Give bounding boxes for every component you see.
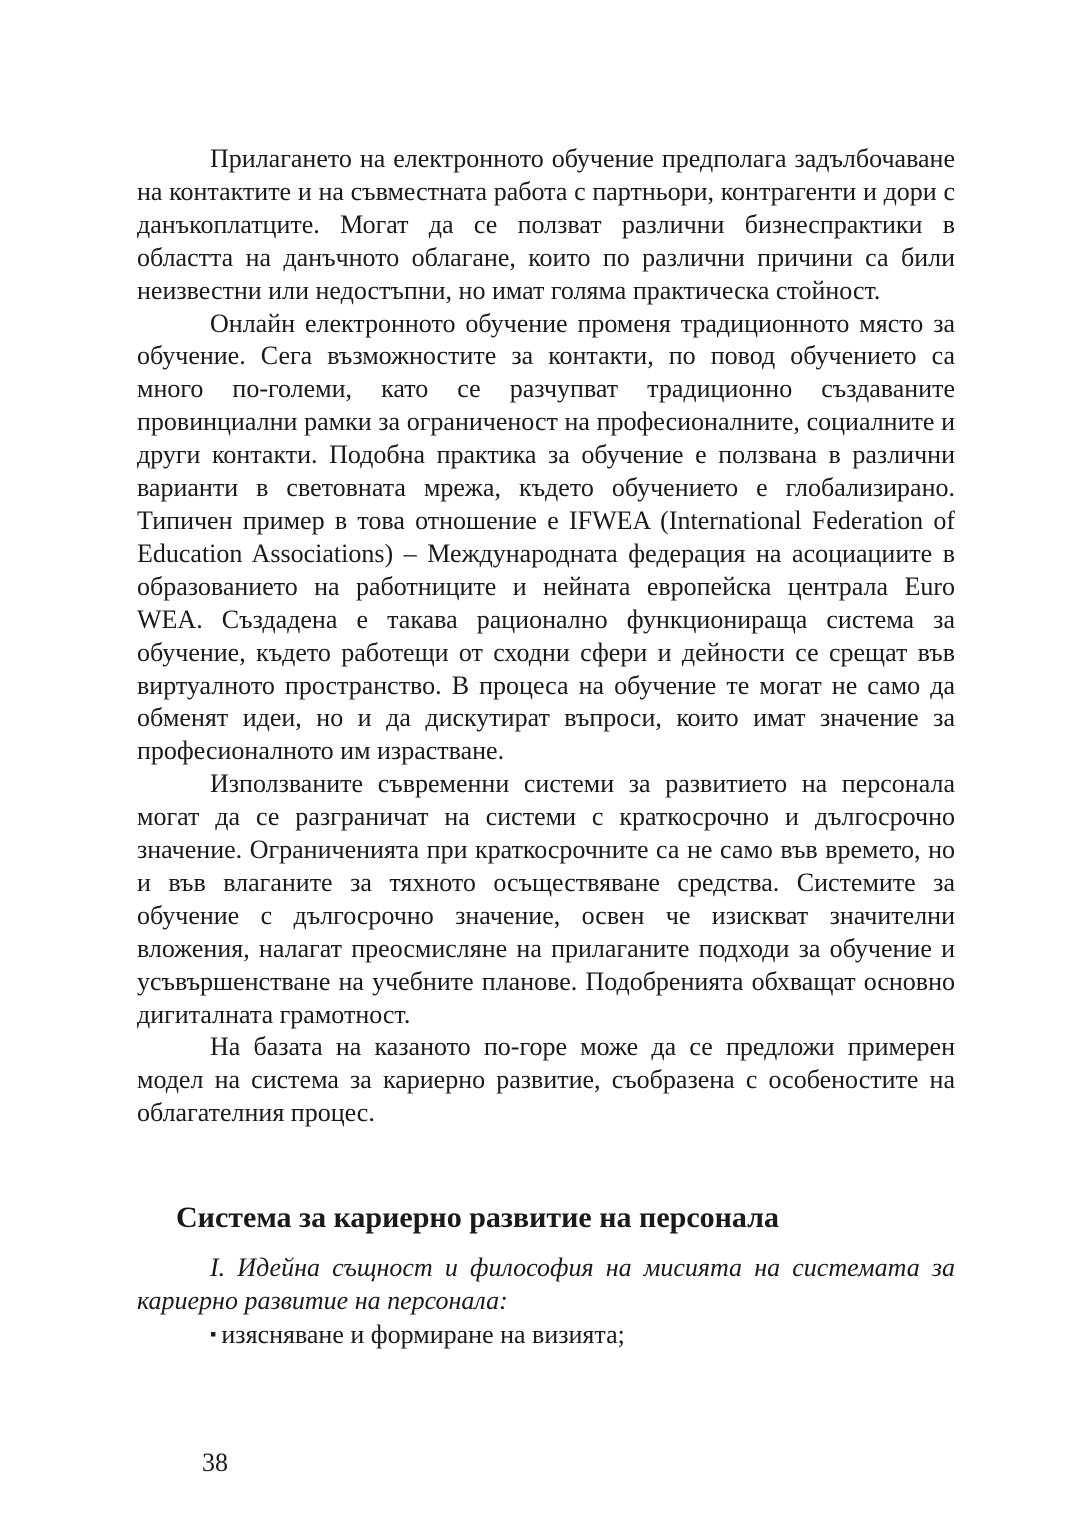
body-text: [137, 143, 955, 1130]
page-number: 38: [202, 1448, 228, 1477]
paragraph-model-proposal: На базата на казаното по-горе може да се предложи примерен модел на система за кариерно развитие, съобразена с особеностите на облагателния процес.: [137, 1032, 955, 1128]
section-heading: Система за кариерно развитие на персонала: [176, 1201, 780, 1234]
bullet-list: [210, 1318, 955, 1351]
paragraph-e-learning: Прилагането на електронното обучение предполага задълбочаване на контактите и на съвместната работа с партньори, контрагенти и дори с данъкоплатците. Могат да се ползват различни бизнеспрактики в областта на данъчното облагане, които по различни причини са били неизвестни или недостъпни, но имат голяма практическа стойност.: [137, 144, 955, 305]
paragraph-online-learning: Онлайн електронното обучение променя традиционното място за обучение. Сега възможностите за контакти, по повод обучението са много по-големи, като се разчупват традиционно създаваните провинциални рамки за ограниченост на професионалните, социалните и други контакти. Подобна практика за обучение е ползвана в различни варианти в световната мрежа, където обучението е глобализирано. Типичен пример в това отношение е IFWEA (International Federation of Education Associations) – Международната федерация на асоциациите в образованието на работниците и нейната европейска централа Euro WEA. Създадена е такава рационално функционираща система за обучение, където работещи от сходни сфери и дейности се срещат във виртуалното пространство. В процеса на обучение те могат не само да обменят идеи, но и да дискутират въпроси, които имат значение за професионалното им израстване.: [137, 308, 955, 766]
list-item: [210, 1318, 955, 1351]
list-item-text: изясняване и формиране на визията;: [221, 1320, 625, 1349]
section-subheading: I. Идейна същност и философия на мисията на системата за кариерно развитие на персонала:: [137, 1253, 955, 1315]
paragraph-development-systems: Използваните съвременни системи за развитието на персонала могат да се разграничат на системи с краткосрочно и дългосрочно значение. Ограниченията при краткосрочните са не само във времето, но и във влаганите за тяхното осъществяване средства. Системите за обучение с дългосрочно значение, освен че изискват значителни вложения, налагат преосмисляне на прилаганите подходи за обучение и усъвършенстване на учебните планове. Подобренията обхващат основно дигиталната грамотност.: [137, 769, 955, 1029]
bullet-marker-icon: ▪: [210, 1324, 217, 1344]
